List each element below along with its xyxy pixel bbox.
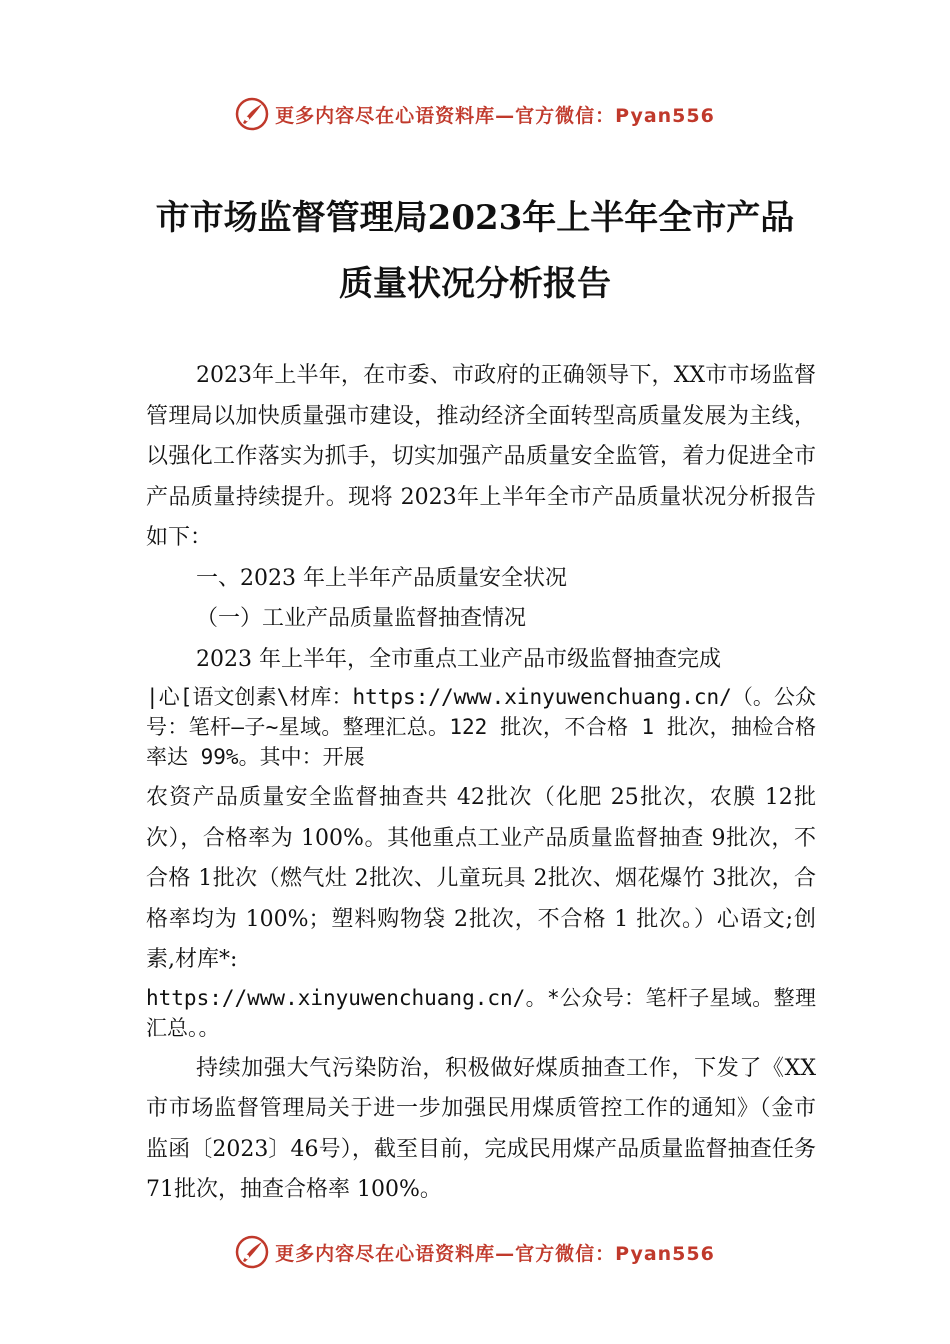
paragraph-agricultural-watermark: https://www.xinyuwenchuang.cn/。*公众号：笔杆子星域。整理汇总。。 <box>146 985 816 1040</box>
paragraph-agricultural: 农资产品质量安全监督抽查共 42批次（化肥 25批次，农膜 12批次），合格率为 100%。其他重点工业产品质量监督抽查 9批次，不合格 1批次（燃气灶 2批次、儿童玩具 2批次、烟花爆竹 3批次，合格率均为 100%；塑料购物袋 2批次，不合格 1 批次。）心语文;创素,材库*: <box>146 785 816 972</box>
section-heading-1: 一、2023 年上半年产品质量安全状况 <box>196 565 567 591</box>
wechat-id: Pyan556 <box>615 1242 715 1265</box>
quill-ink-logo-icon <box>235 97 269 131</box>
document-title-line-2: 质量状况分析报告 <box>339 264 611 304</box>
document-title-line-1: 市市场监督管理局2023年上半年全市产品 <box>155 198 795 238</box>
paragraph-coal: 持续加强大气污染防治，积极做好煤质抽查工作，下发了《XX 市市场监督管理局关于进一步加强民用煤质管控工作的通知》（金市监函〔2023〕46号），截至目前，完成民用煤产品质量监督抽查任务 71批次，抽查合格率 100%。 <box>146 1055 816 1202</box>
document-body <box>146 356 816 1211</box>
banner-text: 更多内容尽在心语资料库—官方微信：Pyan556 <box>275 104 715 127</box>
header-banner <box>0 94 950 134</box>
banner-text: 更多内容尽在心语资料库—官方微信：Pyan556 <box>275 1242 715 1265</box>
quill-ink-logo-icon <box>235 1235 269 1269</box>
footer-banner <box>0 1232 950 1272</box>
paragraph-inspection: 2023 年上半年，全市重点工业产品市级监督抽查完成 <box>196 646 721 672</box>
wechat-id: Pyan556 <box>615 104 715 127</box>
section-heading-1-1: （一）工业产品质量监督抽查情况 <box>196 606 527 631</box>
paragraph-inspection-watermark: |心[语文创素\材库：https://www.xinyuwenchuang.cn/（。公众号：笔杆—子~星域。整理汇总。122 批次，不合格 1 批次，抽检合格率达 99%。其中：开展 <box>146 685 816 769</box>
paragraph-intro: 2023年上半年，在市委、市政府的正确领导下，XX市市场监督管理局以加快质量强市建设，推动经济全面转型高质量发展为主线，以强化工作落实为抓手，切实加强产品质量安全监管，着力促进全市产品质量持续提升。现将 2023年上半年全市产品质量状况分析报告如下： <box>146 363 816 550</box>
